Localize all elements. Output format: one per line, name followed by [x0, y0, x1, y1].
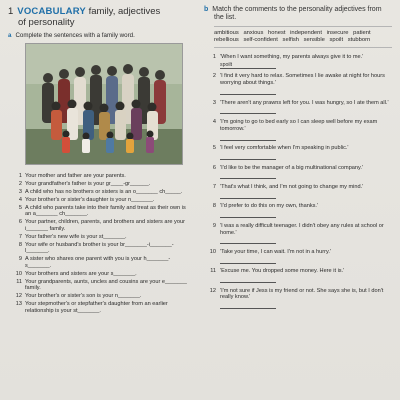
- list-item: 1 'When I want something, my parents always give it to me.' spoilt: [212, 54, 364, 68]
- word: selfish: [282, 37, 299, 43]
- answer-field[interactable]: [220, 257, 276, 264]
- list-item-text[interactable]: A sister who shares one parent with you is your h_______-s_______.: [25, 256, 171, 269]
- exercise-b-letter: b: [204, 6, 209, 13]
- list-item-text[interactable]: Your brothers and sisters are your s_______.: [25, 270, 137, 277]
- list-item: 8 'I'd prefer to do this on my own, thanks.': [204, 203, 392, 218]
- list-item: 6 Your partner, children, parents, and brothers and sisters are your i_______ family.: [8, 219, 193, 232]
- list-item: 7 'That's what I think, and I'm not going to change my mind.': [204, 184, 392, 199]
- list-item: 6 'I'd like to be the manager of a big multinational company.': [204, 165, 392, 180]
- list-item-text[interactable]: Your brother's or sister's son is your n_______.: [25, 293, 142, 300]
- list-item: 12 Your brother's or sister's son is your n_______.: [8, 293, 193, 300]
- right-column: [204, 6, 392, 314]
- answer-field[interactable]: [220, 211, 276, 218]
- quote-text: 'I feel very comfortable when I'm speaking in public.': [220, 145, 349, 152]
- quote-text: 'When I want something, my parents always give it to me.': [220, 54, 364, 60]
- list-item-text[interactable]: A child who parents take into their family and treat as their own is an a_______ ch_______.: [25, 204, 186, 218]
- list-item-text[interactable]: Your mother and father are your parents.: [25, 172, 126, 179]
- exercise-a-letter: a: [8, 32, 12, 39]
- quote-text: 'I find it very hard to relax. Sometimes I lie awake at night for hours worrying about things.': [220, 73, 385, 87]
- list-item: 4 'I'm going to go to bed early so I can sleep well before my exam tomorrow.': [204, 119, 392, 141]
- left-column: [8, 6, 193, 316]
- word: self-confident: [243, 37, 278, 43]
- word: patient: [353, 30, 371, 36]
- word: honest: [268, 30, 286, 36]
- list-item: 7 Your father's new wife is your st_______.: [8, 234, 193, 241]
- list-item: 10 'Take your time, I can wait. I'm not in a hurry.': [204, 249, 392, 264]
- list-item-text[interactable]: Your stepmother's or stepfather's daughter from an earlier relationship is your st_______.: [25, 301, 168, 314]
- exercise-b-text: Match the comments to the personality adjectives from the list.: [212, 6, 382, 21]
- list-item: 2 'I find it very hard to relax. Sometimes I lie awake at night for hours worrying about things.': [204, 73, 392, 95]
- answer-field[interactable]: [220, 276, 276, 283]
- list-item-text[interactable]: Your wife or husband's brother is your br_______-i_______-l_______.: [25, 241, 174, 255]
- exercise-a-text: Complete the sentences with a family word.: [15, 32, 135, 39]
- quote-text: 'I'm not sure if Jess is my friend or not. She says she is, but I don't really know.': [220, 287, 384, 301]
- list-item: 5 'I feel very comfortable when I'm speaking in public.': [204, 145, 392, 160]
- quote-text: 'I'm going to go to bed early so I can sleep well before my exam tomorrow.': [220, 118, 378, 132]
- section-topic-line2: of personality: [18, 17, 75, 28]
- family-photo-illustration: [26, 44, 182, 164]
- word: ambitious: [214, 30, 239, 36]
- list-item: 2 Your grandfather's father is your gr____-gr______.: [8, 181, 193, 188]
- family-photo: [25, 43, 183, 165]
- answer-field[interactable]: [220, 172, 276, 179]
- list-item-text[interactable]: Your partner, children, parents, and brothers and sisters are your i_______ family.: [25, 219, 185, 232]
- section-vocab-label: VOCABULARY: [17, 6, 86, 17]
- list-item-text[interactable]: A child who has no brothers or sisters is an o_______ ch_____.: [25, 188, 183, 195]
- personality-quote-list: [204, 54, 392, 309]
- word: insecure: [326, 30, 349, 36]
- list-item: 10 Your brothers and sisters are your s_______.: [8, 271, 193, 278]
- list-item-text[interactable]: Your brother's or sister's daughter is your n_______.: [25, 196, 155, 203]
- answer-field[interactable]: [220, 88, 276, 95]
- answer-field[interactable]: [220, 302, 276, 309]
- word: independent: [290, 30, 322, 36]
- list-item: 13 Your stepmother's or stepfather's daughter from an earlier relationship is your st_______.: [8, 301, 193, 314]
- quote-text: 'Take your time, I can wait. I'm not in a hurry.': [220, 248, 331, 255]
- section-topic: family, adjectives: [88, 6, 161, 17]
- list-item-text[interactable]: Your father's new wife is your st_______.: [25, 233, 127, 240]
- list-item: 11 'Excuse me. You dropped some money. Here it is.': [204, 268, 392, 283]
- word: stubborn: [347, 37, 371, 43]
- list-item: 11 Your grandparents, aunts, uncles and cousins are your e_______ family.: [8, 279, 193, 292]
- list-item: 9 A sister who shares one parent with you is your h_______-s_______.: [8, 256, 193, 269]
- list-item: 4 Your brother's or sister's daughter is your n_______.: [8, 197, 193, 204]
- list-item: 8 Your wife or husband's brother is your br_______-i_______-l_______.: [8, 242, 193, 255]
- quote-text: 'I'd prefer to do this on my own, thanks.': [220, 203, 319, 210]
- list-item: 12 'I'm not sure if Jess is my friend or not. She says she is, but I don't really know.': [204, 288, 392, 310]
- word: anxious: [243, 30, 264, 36]
- exercise-a-instruction: [8, 32, 193, 40]
- word: spoilt: [329, 37, 344, 43]
- list-item: 5 A child who parents take into their family and treat as their own is an a_______ ch_______.: [8, 205, 193, 218]
- quote-text: 'Excuse me. You dropped some money. Here it is.': [220, 268, 345, 275]
- section-number: 1: [8, 6, 14, 17]
- list-item: 1 Your mother and father are your parents.: [8, 173, 193, 180]
- list-item: 3 'There aren't any prawns left for you. I was hungry, so I ate them all.': [204, 100, 392, 115]
- answer-field[interactable]: [220, 153, 276, 160]
- quote-text: 'I was a really difficult teenager. I didn't obey any rules at school or home.': [220, 222, 384, 236]
- section-heading: [8, 6, 193, 28]
- answer-field[interactable]: [220, 134, 276, 141]
- answer-field[interactable]: [220, 237, 276, 244]
- adjective-word-box: [214, 26, 392, 48]
- answer-field[interactable]: [220, 192, 276, 199]
- quote-text: 'That's what I think, and I'm not going to change my mind.': [220, 183, 364, 190]
- list-item: 9 'I was a really difficult teenager. I didn't obey any rules at school or home.': [204, 223, 392, 245]
- exercise-b-instruction: [204, 6, 392, 22]
- quote-text: 'I'd like to be the manager of a big multinational company.': [220, 164, 364, 171]
- list-item-text[interactable]: Your grandfather's father is your gr____-gr______.: [25, 180, 151, 187]
- family-word-list: [8, 173, 193, 315]
- word: sensible: [303, 37, 325, 43]
- answer-field[interactable]: spoilt: [220, 62, 276, 69]
- list-item: 3 A child who has no brothers or sisters is an o_______ ch_____.: [8, 189, 193, 196]
- word: rebellious: [214, 37, 239, 43]
- list-item-text[interactable]: Your grandparents, aunts, uncles and cousins are your e_______ family.: [25, 278, 187, 292]
- quote-text: 'There aren't any prawns left for you. I was hungry, so I ate them all.': [220, 99, 389, 106]
- answer-field[interactable]: [220, 107, 276, 114]
